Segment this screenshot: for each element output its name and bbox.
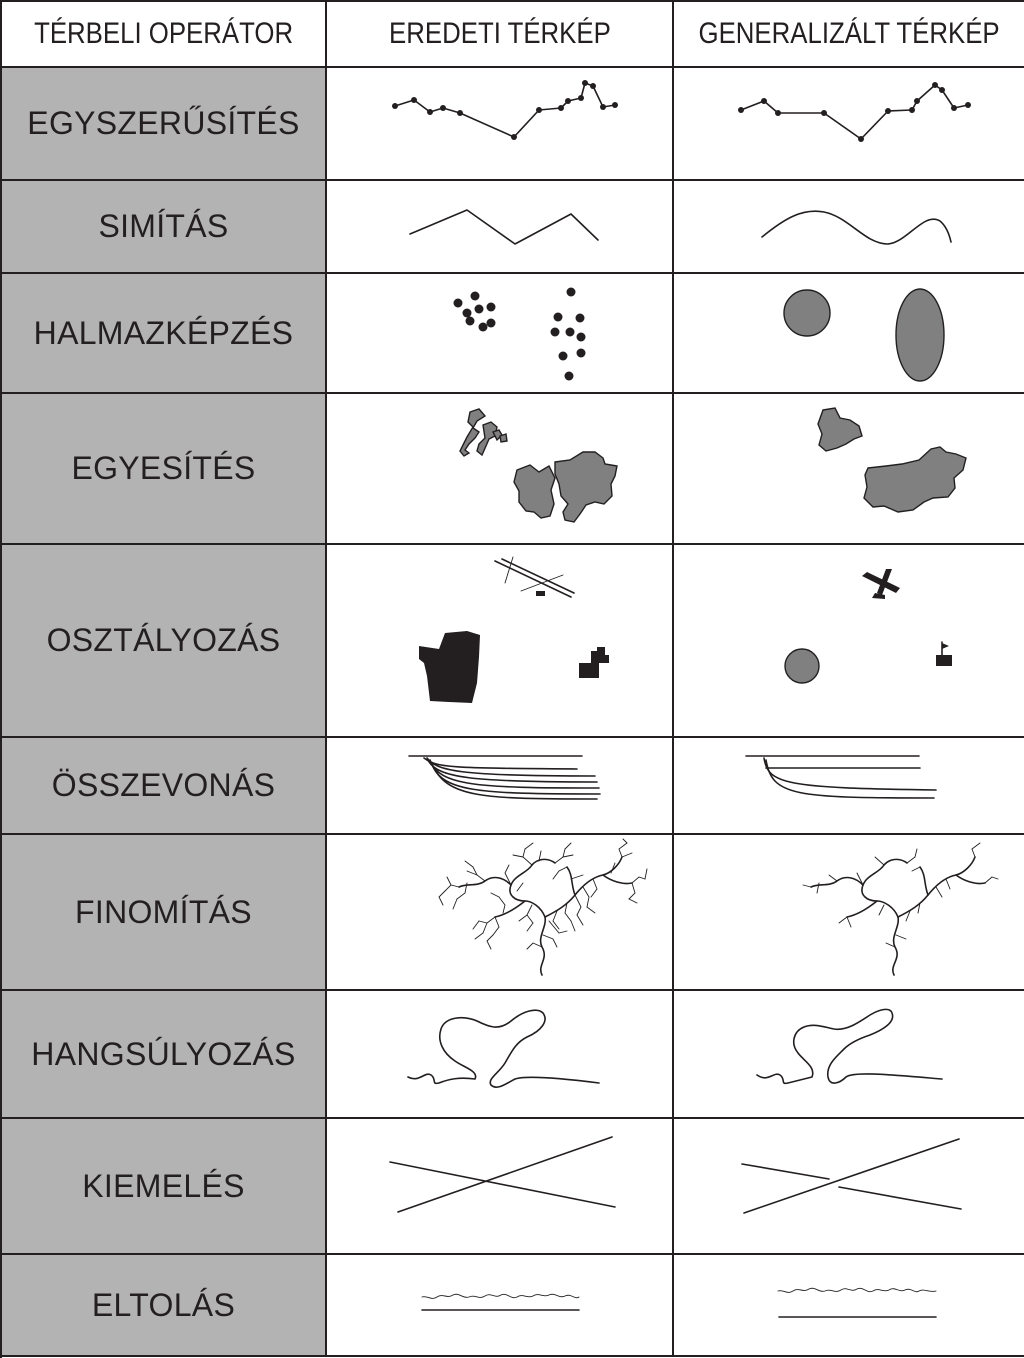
original-classification (327, 545, 674, 738)
operator-aggregation (2, 274, 327, 394)
airplane-icon (862, 569, 900, 599)
original-aggregation (327, 274, 674, 394)
flag-icon (936, 642, 952, 666)
displacement-generalized-figure (674, 1255, 1024, 1355)
refinement-generalized-figure (674, 835, 1024, 989)
classification-original-figure (327, 545, 672, 736)
generalized-simplification (674, 68, 1024, 181)
operator-label: ELTOLÁS (91, 1286, 236, 1323)
smoothing-original-figure (327, 181, 672, 272)
operator-displacement (2, 1255, 327, 1357)
generalized-classification (674, 545, 1024, 738)
original-simplification (327, 68, 674, 181)
operator-exaggeration (2, 991, 327, 1119)
operator-label: EGYESÍTÉS (71, 450, 256, 486)
collapse-generalized-figure (674, 738, 1024, 833)
original-exaggeration (327, 991, 674, 1119)
refinement-original-figure (327, 835, 672, 989)
header-generalized-label: GENERALIZÁLT TÉRKÉP (698, 17, 1000, 50)
operator-label: ÖSSZEVONÁS (51, 767, 276, 803)
generalized-enhancement (674, 1119, 1024, 1255)
header-operator-label: TÉRBELI OPERÁTOR (33, 17, 294, 50)
operator-refinement (2, 835, 327, 991)
header-original (327, 2, 674, 68)
merging-original-figure (327, 394, 672, 543)
original-collapse (327, 738, 674, 835)
operator-classification (2, 545, 327, 738)
generalized-displacement (674, 1255, 1024, 1357)
generalized-exaggeration (674, 991, 1024, 1119)
operator-label: EGYSZERŰSÍTÉS (27, 105, 300, 141)
operator-merging (2, 394, 327, 545)
exaggeration-original-figure (327, 991, 672, 1117)
generalized-aggregation (674, 274, 1024, 394)
original-smoothing (327, 181, 674, 274)
operator-collapse (2, 738, 327, 835)
original-merging (327, 394, 674, 545)
displacement-original-figure (327, 1255, 672, 1355)
generalized-collapse (674, 738, 1024, 835)
operator-label: FINOMÍTÁS (75, 893, 252, 930)
operator-label: OSZTÁLYOZÁS (46, 622, 281, 658)
original-refinement (327, 835, 674, 991)
enhancement-original-figure (327, 1119, 672, 1253)
simplification-original-figure (327, 68, 672, 179)
operator-label: HALMAZKÉPZÉS (33, 314, 294, 351)
generalized-smoothing (674, 181, 1024, 274)
enhancement-generalized-figure (674, 1119, 1024, 1253)
aggregation-original-figure (327, 274, 672, 392)
aggregation-generalized-figure (674, 274, 1024, 392)
operator-smoothing (2, 181, 327, 274)
operator-enhancement (2, 1119, 327, 1255)
header-original-label: EREDETI TÉRKÉP (388, 17, 611, 50)
header-operator (2, 2, 327, 68)
generalized-refinement (674, 835, 1024, 991)
operator-simplification (2, 68, 327, 181)
operator-label: KIEMELÉS (82, 1167, 245, 1204)
header-generalized (674, 2, 1024, 68)
operator-label: SIMÍTÁS (98, 208, 229, 244)
smoothing-generalized-figure (674, 181, 1024, 272)
original-enhancement (327, 1119, 674, 1255)
collapse-original-figure (327, 738, 672, 833)
exaggeration-generalized-figure (674, 991, 1024, 1117)
generalized-merging (674, 394, 1024, 545)
simplification-generalized-figure (674, 68, 1024, 179)
operator-label: HANGSÚLYOZÁS (31, 1035, 296, 1072)
original-displacement (327, 1255, 674, 1357)
classification-generalized-figure (674, 545, 1024, 736)
merging-generalized-figure (674, 394, 1024, 543)
